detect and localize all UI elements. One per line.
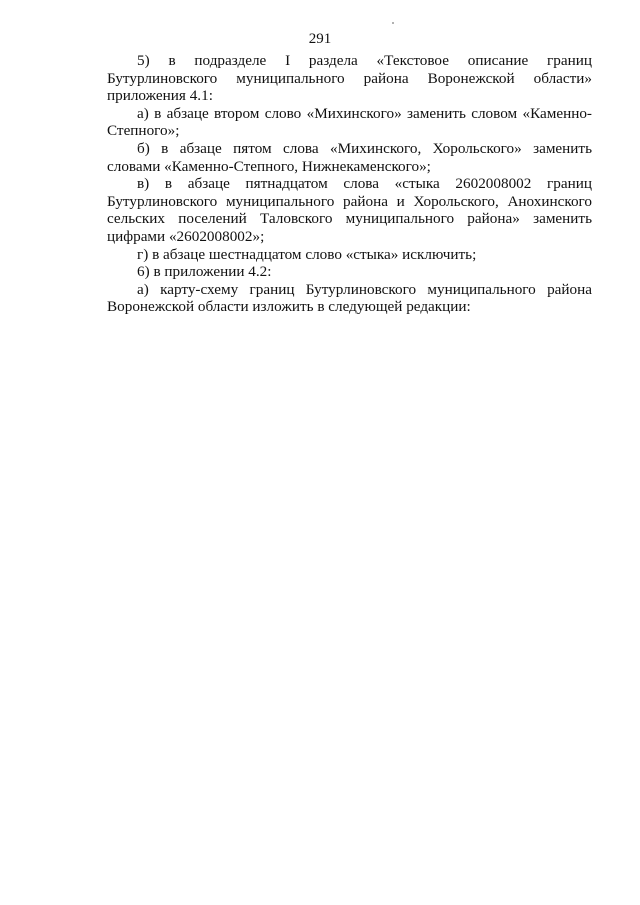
paragraph-5v: в) в абзаце пятнадцатом слова «стыка 2602008002 границ Бутурлиновского муниципального района и Хорольского, Анохинского сельских поселений Таловского муниципального района» заменить цифрами «2602008002»; bbox=[107, 175, 592, 245]
paragraph-6: 6) в приложении 4.2: bbox=[137, 263, 272, 281]
page-number: 291 bbox=[308, 31, 332, 47]
document-body bbox=[107, 52, 592, 316]
paragraph-6a: а) карту-схему границ Бутурлиновского муниципального района Воронежской области изложить в следующей редакции: bbox=[107, 280, 592, 316]
paragraph-5b: б) в абзаце пятом слова «Михинского, Хорольского» заменить словами «Каменно-Степного, Нижнекаменского»; bbox=[107, 139, 592, 175]
scan-speck bbox=[392, 22, 394, 24]
paragraph-5g: г) в абзаце шестнадцатом слово «стыка» исключить; bbox=[137, 245, 477, 263]
paragraph-5a: а) в абзаце втором слово «Михинского» заменить словом «Каменно-Степного»; bbox=[107, 104, 592, 140]
paragraph-5: 5) в подразделе I раздела «Текстовое описание границ Бутурлиновского муниципального района Воронежской области» приложения 4.1: bbox=[107, 52, 592, 105]
